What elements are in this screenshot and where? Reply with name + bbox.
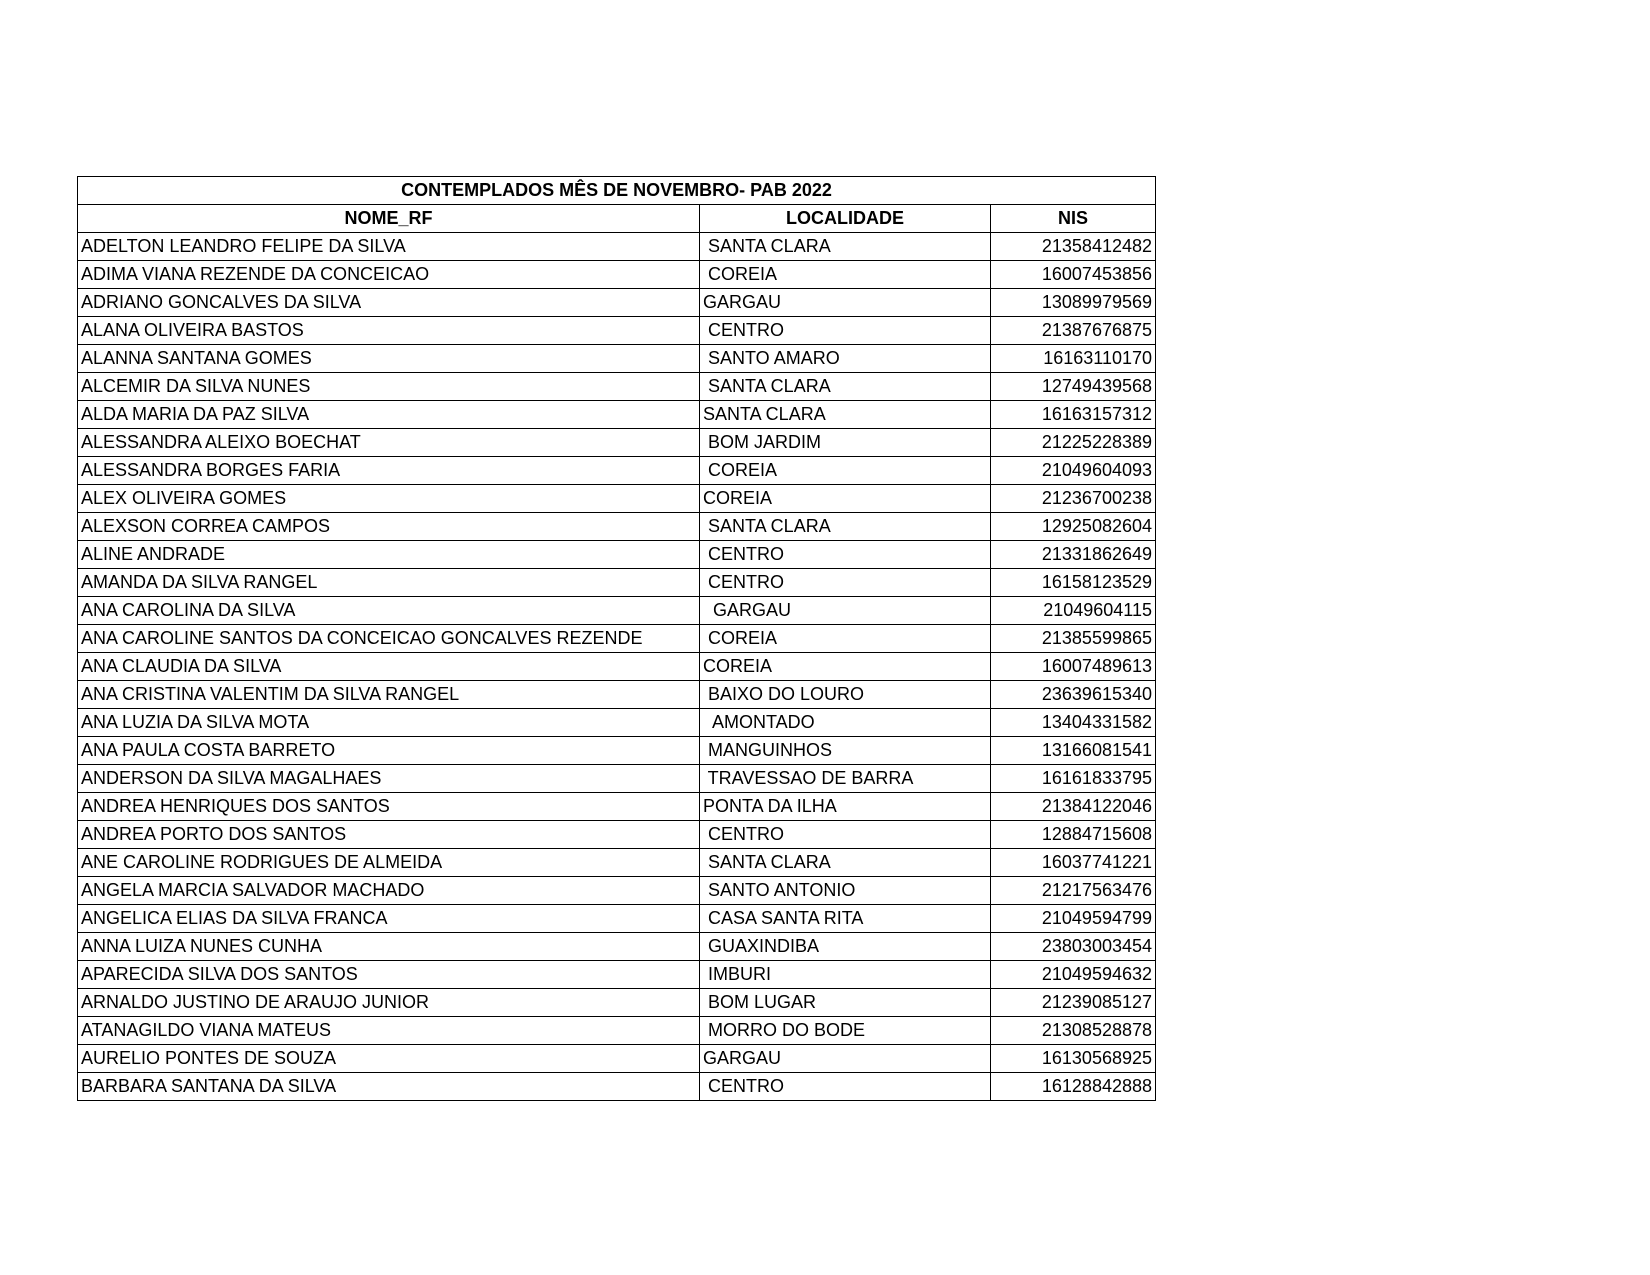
table-row (78, 737, 1156, 765)
cell-nome: ANA CRISTINA VALENTIM DA SILVA RANGEL (78, 681, 700, 709)
cell-nome: ALEXSON CORREA CAMPOS (78, 513, 700, 541)
table-row (78, 261, 1156, 289)
table-row (78, 513, 1156, 541)
cell-nome: ANGELA MARCIA SALVADOR MACHADO (78, 877, 700, 905)
beneficiaries-table (77, 176, 1156, 1101)
header-row (78, 205, 1156, 233)
cell-nis: 21049594799 (991, 905, 1156, 933)
cell-nome: ATANAGILDO VIANA MATEUS (78, 1017, 700, 1045)
cell-localidade: SANTA CLARA (700, 513, 991, 541)
cell-localidade: CENTRO (700, 541, 991, 569)
table-row (78, 289, 1156, 317)
cell-nis: 16158123529 (991, 569, 1156, 597)
table-row (78, 961, 1156, 989)
cell-nome: ANDERSON DA SILVA MAGALHAES (78, 765, 700, 793)
table-row (78, 709, 1156, 737)
table-row (78, 233, 1156, 261)
cell-localidade: SANTA CLARA (700, 849, 991, 877)
cell-nis: 21225228389 (991, 429, 1156, 457)
cell-nome: ALDA MARIA DA PAZ SILVA (78, 401, 700, 429)
cell-nome: ALESSANDRA ALEIXO BOECHAT (78, 429, 700, 457)
table-row (78, 681, 1156, 709)
cell-nis: 21049604115 (991, 597, 1156, 625)
cell-nome: ANDREA PORTO DOS SANTOS (78, 821, 700, 849)
cell-localidade: GARGAU (700, 597, 991, 625)
cell-localidade: CENTRO (700, 317, 991, 345)
cell-nis: 16007489613 (991, 653, 1156, 681)
cell-nome: BARBARA SANTANA DA SILVA (78, 1073, 700, 1101)
cell-nis: 12925082604 (991, 513, 1156, 541)
table-row (78, 765, 1156, 793)
cell-localidade: MORRO DO BODE (700, 1017, 991, 1045)
cell-localidade: COREIA (700, 485, 991, 513)
table-row (78, 1017, 1156, 1045)
cell-nis: 21049594632 (991, 961, 1156, 989)
cell-nome: ANA CLAUDIA DA SILVA (78, 653, 700, 681)
table-row (78, 849, 1156, 877)
cell-nome: ANA CAROLINA DA SILVA (78, 597, 700, 625)
table-row (78, 1073, 1156, 1101)
cell-nis: 16161833795 (991, 765, 1156, 793)
cell-nis: 23803003454 (991, 933, 1156, 961)
table-row (78, 989, 1156, 1017)
cell-localidade: SANTO AMARO (700, 345, 991, 373)
table-row (78, 345, 1156, 373)
cell-nome: ALEX OLIVEIRA GOMES (78, 485, 700, 513)
cell-nis: 21236700238 (991, 485, 1156, 513)
cell-localidade: COREIA (700, 457, 991, 485)
cell-nome: ANDREA HENRIQUES DOS SANTOS (78, 793, 700, 821)
cell-nis: 16037741221 (991, 849, 1156, 877)
cell-nis: 21239085127 (991, 989, 1156, 1017)
cell-localidade: SANTA CLARA (700, 233, 991, 261)
title-row (78, 177, 1156, 205)
table-body (78, 233, 1156, 1101)
beneficiaries-sheet (77, 176, 1156, 1101)
header-nome: NOME_RF (78, 205, 700, 233)
cell-nome: ALANA OLIVEIRA BASTOS (78, 317, 700, 345)
cell-nis: 12884715608 (991, 821, 1156, 849)
table-row (78, 653, 1156, 681)
table-row (78, 793, 1156, 821)
cell-localidade: TRAVESSAO DE BARRA (700, 765, 991, 793)
cell-nis: 21049604093 (991, 457, 1156, 485)
cell-localidade: CENTRO (700, 821, 991, 849)
cell-nome: ADIMA VIANA REZENDE DA CONCEICAO (78, 261, 700, 289)
table-row (78, 317, 1156, 345)
cell-localidade: BAIXO DO LOURO (700, 681, 991, 709)
cell-nome: AURELIO PONTES DE SOUZA (78, 1045, 700, 1073)
cell-nis: 21385599865 (991, 625, 1156, 653)
cell-nome: ANNA LUIZA NUNES CUNHA (78, 933, 700, 961)
cell-nis: 21387676875 (991, 317, 1156, 345)
table-row (78, 373, 1156, 401)
cell-nis: 13089979569 (991, 289, 1156, 317)
cell-nis: 21308528878 (991, 1017, 1156, 1045)
cell-localidade: CASA SANTA RITA (700, 905, 991, 933)
table-row (78, 541, 1156, 569)
cell-localidade: GARGAU (700, 289, 991, 317)
table-row (78, 877, 1156, 905)
cell-nome: ANE CAROLINE RODRIGUES DE ALMEIDA (78, 849, 700, 877)
cell-localidade: GARGAU (700, 1045, 991, 1073)
cell-nis: 12749439568 (991, 373, 1156, 401)
cell-nome: ANA CAROLINE SANTOS DA CONCEICAO GONCALVES REZENDE (78, 625, 700, 653)
table-row (78, 429, 1156, 457)
cell-nome: ANA LUZIA DA SILVA MOTA (78, 709, 700, 737)
cell-localidade: AMONTADO (700, 709, 991, 737)
cell-nome: ANGELICA ELIAS DA SILVA FRANCA (78, 905, 700, 933)
table-row (78, 1045, 1156, 1073)
table-row (78, 457, 1156, 485)
cell-localidade: COREIA (700, 625, 991, 653)
cell-localidade: SANTO ANTONIO (700, 877, 991, 905)
cell-localidade: BOM LUGAR (700, 989, 991, 1017)
cell-nis: 21358412482 (991, 233, 1156, 261)
cell-localidade: PONTA DA ILHA (700, 793, 991, 821)
cell-nome: ALESSANDRA BORGES FARIA (78, 457, 700, 485)
cell-localidade: CENTRO (700, 1073, 991, 1101)
cell-nome: ALANNA SANTANA GOMES (78, 345, 700, 373)
cell-localidade: CENTRO (700, 569, 991, 597)
cell-nis: 16130568925 (991, 1045, 1156, 1073)
cell-nome: ARNALDO JUSTINO DE ARAUJO JUNIOR (78, 989, 700, 1017)
table-row (78, 485, 1156, 513)
header-localidade: LOCALIDADE (700, 205, 991, 233)
cell-nis: 21217563476 (991, 877, 1156, 905)
cell-nis: 16128842888 (991, 1073, 1156, 1101)
cell-localidade: SANTA CLARA (700, 373, 991, 401)
cell-localidade: GUAXINDIBA (700, 933, 991, 961)
table-row (78, 401, 1156, 429)
header-nis: NIS (991, 205, 1156, 233)
table-row (78, 933, 1156, 961)
cell-nis: 13404331582 (991, 709, 1156, 737)
table-row (78, 569, 1156, 597)
cell-nome: AMANDA DA SILVA RANGEL (78, 569, 700, 597)
cell-localidade: MANGUINHOS (700, 737, 991, 765)
table-row (78, 625, 1156, 653)
cell-nis: 16007453856 (991, 261, 1156, 289)
cell-localidade: IMBURI (700, 961, 991, 989)
table-row (78, 905, 1156, 933)
cell-localidade: SANTA CLARA (700, 401, 991, 429)
cell-localidade: COREIA (700, 653, 991, 681)
table-row (78, 597, 1156, 625)
cell-nome: ALCEMIR DA SILVA NUNES (78, 373, 700, 401)
cell-localidade: COREIA (700, 261, 991, 289)
table-title: CONTEMPLADOS MÊS DE NOVEMBRO- PAB 2022 (78, 177, 1156, 205)
cell-nis: 16163110170 (991, 345, 1156, 373)
cell-nome: ANA PAULA COSTA BARRETO (78, 737, 700, 765)
table-row (78, 821, 1156, 849)
cell-nome: ADELTON LEANDRO FELIPE DA SILVA (78, 233, 700, 261)
cell-nis: 23639615340 (991, 681, 1156, 709)
cell-nis: 21331862649 (991, 541, 1156, 569)
cell-nis: 16163157312 (991, 401, 1156, 429)
cell-nome: APARECIDA SILVA DOS SANTOS (78, 961, 700, 989)
cell-localidade: BOM JARDIM (700, 429, 991, 457)
cell-nis: 21384122046 (991, 793, 1156, 821)
cell-nis: 13166081541 (991, 737, 1156, 765)
cell-nome: ALINE ANDRADE (78, 541, 700, 569)
cell-nome: ADRIANO GONCALVES DA SILVA (78, 289, 700, 317)
